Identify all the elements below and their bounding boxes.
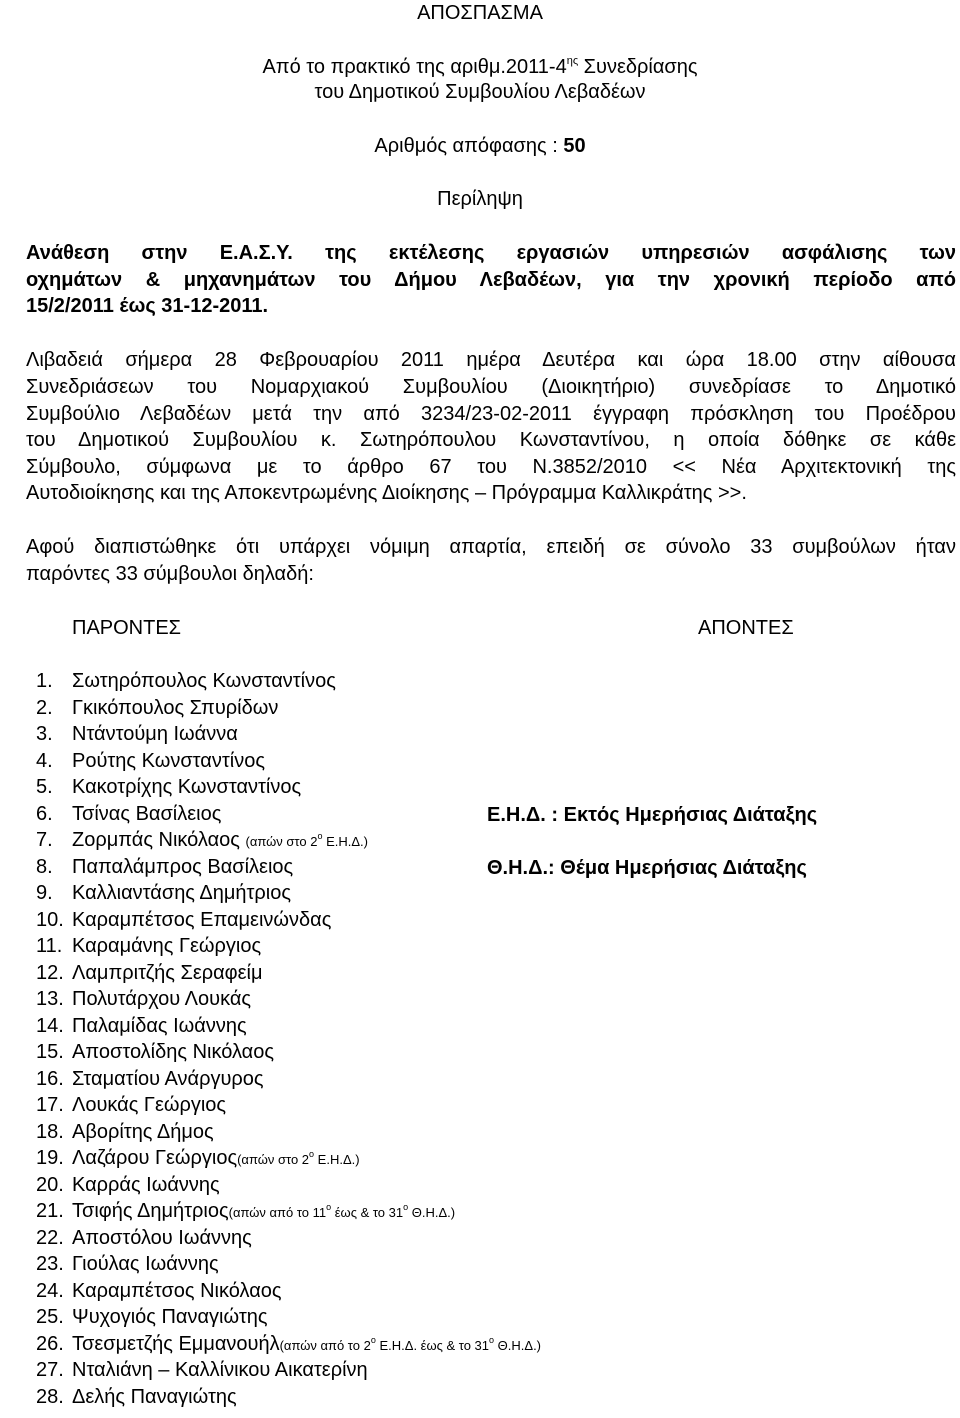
subject-line-1: Ανάθεση στην Ε.Α.Σ.Υ. της εκτέλεσης εργασιών υπηρεσιών ασφάλισης των: [26, 242, 956, 264]
member-name: Καλλιαντάσης Δημήτριος: [72, 882, 292, 904]
member-name: Πολυτάρχου Λουκάς: [72, 988, 252, 1010]
document-title: ΑΠΟΣΠΑΣΜΑ: [417, 2, 543, 24]
member-number: 25.: [36, 1306, 64, 1328]
member-number: 15.: [36, 1041, 64, 1063]
member-name: Ρούτης Κωνσταντίνος: [72, 749, 265, 772]
member-name: Δελής Παναγιώτης: [72, 1385, 237, 1408]
member-row: [36, 1386, 237, 1412]
minutes-reference-prefix: Από το πρακτικό της αριθμ.2011-4: [262, 56, 567, 78]
member-name: Νταλιάνη – Καλλίνικου Αικατερίνη: [72, 1359, 368, 1381]
member-name: Καραμάνης Γεώργιος: [72, 935, 262, 957]
intro-line-5: Σύμβουλο, σύμφωνα με το άρθρο 67 του Ν.3852/2010 << Νέα Αρχιτεκτονική της: [26, 456, 956, 478]
member-number: 4.: [36, 749, 53, 772]
member-row: [36, 1174, 220, 1200]
absence-note-text: (απών στο 2: [237, 1152, 310, 1167]
member-number: 6.: [36, 802, 53, 825]
decision-number-label: Αριθμός απόφασης :: [374, 135, 564, 157]
member-name: Τσιφής Δημήτριος: [72, 1200, 229, 1222]
member-name: Λαμπριτζής Σεραφείμ: [72, 961, 263, 984]
quorum-line-2: παρόντες 33 σύμβουλοι δηλαδή:: [26, 563, 314, 585]
council-name: του Δημοτικού Συμβουλίου Λεβαδέων: [314, 81, 646, 103]
ordinal-superscript: ης: [566, 55, 579, 67]
member-row: [36, 1306, 268, 1332]
member-row: [36, 935, 261, 961]
member-name: Παπαλάμπρος Βασίλειος: [72, 855, 294, 878]
member-number: 14.: [36, 1014, 64, 1037]
member-row: [36, 1041, 274, 1067]
absence-note-text: Ε.Η.Δ.): [314, 1152, 360, 1167]
member-name: Γκικόπουλος Σπυρίδων: [72, 696, 279, 719]
member-row: [36, 882, 291, 908]
member-row: [36, 962, 263, 988]
member-name: Ντάντούμη Ιωάννα: [72, 723, 238, 745]
member-name: Αποστολίδης Νικόλαος: [72, 1041, 274, 1063]
member-row: [36, 909, 331, 935]
absence-note-text: Ε.Η.Δ.): [322, 834, 368, 849]
member-number: 12.: [36, 961, 64, 984]
absence-note-text: έως & το 31: [331, 1205, 404, 1220]
member-name: Ζορμπάς Νικόλαος: [72, 829, 246, 851]
member-row: [36, 1200, 455, 1226]
decision-number: 50: [563, 135, 586, 157]
member-number: 20.: [36, 1173, 64, 1196]
member-number: 18.: [36, 1120, 64, 1143]
decision-number-line: [0, 135, 960, 158]
member-row: [36, 1253, 219, 1279]
member-name: Γιούλας Ιωάννης: [72, 1253, 219, 1275]
member-number: 1.: [36, 670, 53, 692]
member-number: 23.: [36, 1253, 64, 1275]
absence-note-text: (απών στο 2: [245, 834, 318, 849]
ordinal-superscript: ο: [309, 1149, 315, 1159]
member-number: 16.: [36, 1067, 64, 1090]
member-number: 2.: [36, 696, 53, 719]
member-number: 22.: [36, 1226, 64, 1249]
member-name: Κακοτρίχης Κωνσταντίνος: [72, 776, 302, 798]
member-row: [36, 988, 251, 1014]
member-number: 13.: [36, 988, 64, 1010]
member-number: 8.: [36, 855, 53, 878]
subject-line-3: 15/2/2011 έως 31-12-2011.: [26, 295, 269, 317]
member-name: Παλαμίδας Ιωάννης: [72, 1014, 247, 1037]
member-row: [36, 697, 278, 723]
member-name: Σταματίου Ανάργυρος: [72, 1067, 264, 1090]
member-name: Καραμπέτσος Νικόλαος: [72, 1279, 282, 1302]
member-number: 19.: [36, 1147, 64, 1169]
ordinal-superscript: ο: [489, 1334, 495, 1345]
intro-line-6: Αυτοδιοίκησης και της Αποκεντρωμένης Διοίκησης – Πρόγραμμα Καλλικράτης >>.: [26, 482, 747, 504]
member-row: [36, 776, 301, 802]
member-row: [36, 1015, 247, 1041]
member-name: Λαζάρου Γεώργιος: [72, 1147, 238, 1169]
member-name: Τσίνας Βασίλειος: [72, 802, 222, 825]
member-name: Σωτηρόπουλος Κωνσταντίνος: [72, 670, 336, 692]
member-name: Αβορίτης Δήμος: [72, 1120, 214, 1143]
intro-line-4: του Δημοτικού Συμβουλίου κ. Σωτηρόπουλου Κωνσταντίνου, η οποία δόθηκε σε κάθε: [26, 429, 956, 451]
member-row: [36, 750, 265, 776]
quorum-line-1: Αφού διαπιστώθηκε ότι υπάρχει νόμιμη απαρτία, επειδή σε σύνολο 33 συμβούλων ήταν: [26, 536, 956, 558]
member-row: [36, 1121, 214, 1147]
member-name: Λουκάς Γεώργιος: [72, 1094, 227, 1116]
member-number: 3.: [36, 723, 53, 745]
intro-line-2: Συνεδριάσεων του Νομαρχιακού Συμβουλίου (Διοικητήριο) συνεδρίασε το Δημοτικό: [26, 376, 956, 398]
member-number: 10.: [36, 908, 64, 931]
subject-line-2: οχημάτων & μηχανημάτων του Δήμου Λεβαδέων, για την χρονική περίοδο από: [26, 269, 956, 291]
agenda-legend-outside: Ε.Η.Δ. : Εκτός Ημερήσιας Διάταξης: [487, 804, 818, 826]
member-row: [36, 723, 238, 749]
member-row: [36, 1147, 360, 1173]
absence-note: [245, 831, 368, 849]
member-name: Καρράς Ιωάννης: [72, 1173, 220, 1196]
member-number: 9.: [36, 882, 53, 904]
member-number: 24.: [36, 1279, 64, 1302]
member-row: [36, 829, 368, 855]
absence-note-text: (απών από το 11: [228, 1205, 327, 1220]
member-number: 11.: [36, 935, 63, 957]
member-row: [36, 856, 293, 882]
member-row: [36, 1094, 226, 1120]
absence-note-text: Θ.Η.Δ.): [408, 1205, 456, 1220]
ordinal-superscript: ο: [403, 1202, 409, 1212]
member-number: 26.: [36, 1332, 64, 1355]
absence-note: [228, 1202, 456, 1220]
member-row: [36, 670, 336, 696]
agenda-legend-topic: Θ.Η.Δ.: Θέμα Ημερήσιας Διάταξης: [487, 857, 807, 879]
intro-line-3: Συμβούλιο Λεβαδέων μετά την από 3234/23-02-2011 έγγραφη πρόσκληση του Προέδρου: [26, 403, 956, 425]
member-number: 17.: [36, 1094, 64, 1116]
member-number: 7.: [36, 829, 53, 851]
ordinal-superscript: ο: [326, 1202, 332, 1212]
member-row: [36, 1359, 368, 1385]
absence-note: [237, 1149, 360, 1167]
member-name: Ψυχογιός Παναγιώτης: [72, 1306, 268, 1328]
member-row: [36, 803, 221, 829]
member-number: 28.: [36, 1385, 64, 1408]
absence-note-text: Θ.Η.Δ.): [494, 1337, 542, 1353]
intro-line-1: Λιβαδειά σήμερα 28 Φεβρουαρίου 2011 ημέρα Δευτέρα και ώρα 18.00 στην αίθουσα: [26, 349, 956, 371]
member-name: Καραμπέτσος Επαμεινώνδας: [72, 908, 332, 931]
absence-note-text: Ε.Η.Δ. έως & το 31: [375, 1337, 490, 1353]
member-number: 21.: [36, 1200, 64, 1222]
ordinal-superscript: ο: [370, 1334, 376, 1345]
member-row: [36, 1068, 264, 1094]
member-name: Τσεσμετζής Εμμανουήλ: [72, 1332, 280, 1355]
member-number: 5.: [36, 776, 53, 798]
summary-label: Περίληψη: [437, 188, 523, 210]
member-number: 27.: [36, 1359, 64, 1381]
absence-note: [279, 1334, 542, 1353]
ordinal-superscript: ο: [317, 831, 323, 841]
member-row: [36, 1333, 541, 1359]
member-row: [36, 1280, 282, 1306]
absence-note-text: (απών από το 2: [279, 1337, 371, 1353]
minutes-reference: [0, 56, 960, 79]
minutes-reference-suffix: Συνεδρίασης: [578, 56, 698, 78]
absent-heading: ΑΠΟΝΤΕΣ: [698, 617, 794, 639]
present-heading: ΠΑΡΟΝΤΕΣ: [72, 617, 182, 639]
member-row: [36, 1227, 252, 1253]
member-name: Αποστόλου Ιωάννης: [72, 1226, 252, 1249]
